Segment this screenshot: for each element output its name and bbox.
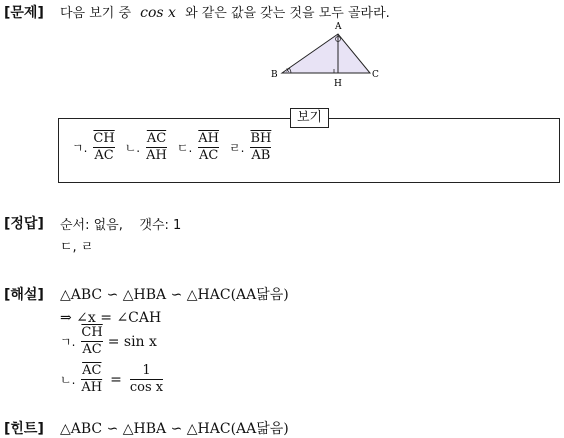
choice-1-marker: ㄱ. (72, 141, 88, 155)
solution-item-2-result-numerator: 1 (142, 363, 151, 378)
solution-item-2-denominator: AH (81, 380, 103, 395)
solution-item-2-fraction (81, 364, 102, 395)
choice-2 (125, 132, 169, 163)
solution-item-2-marker: ㄴ. (60, 373, 76, 387)
angle-label-x: x (286, 67, 290, 74)
solution-item-2 (60, 364, 165, 395)
solution-item-1-fraction (81, 326, 102, 357)
solution-item-1 (60, 326, 157, 357)
problem-text-before: 다음 보기 중 (60, 6, 132, 21)
solution-item-2-equals: = (110, 371, 122, 388)
problem-math: cos x (140, 5, 176, 21)
choice-1 (72, 132, 117, 163)
problem-label: [문제] (4, 5, 44, 21)
choices-box-title: 보기 (290, 108, 329, 128)
solution-angle-line: ⇒ ∠x = ∠CAH (60, 310, 162, 326)
solution-item-2-result-fraction (130, 364, 163, 395)
choice-3-marker: ㄷ. (176, 141, 193, 155)
solution-label: [해설] (4, 287, 44, 303)
solution-similarity: △ABC ∽ △HBA ∽ △HAC(AA닮음) (60, 287, 289, 303)
vertex-c: C (372, 70, 379, 80)
solution-item-1-marker: ㄱ. (60, 335, 76, 349)
triangle-abc (282, 34, 370, 73)
answer-summary: 순서: 없음, 갯수: 1 (60, 218, 182, 233)
choice-4-denominator: AB (251, 148, 271, 163)
choice-1-numerator: $\overline{CH}$ (93, 131, 115, 146)
choice-4-marker: ㄹ. (229, 141, 245, 155)
solution-item-1-result: = sin x (107, 333, 157, 350)
answer-label: [정답] (4, 216, 44, 232)
choice-1-fraction (93, 132, 114, 163)
hint-text: △ABC ∽ △HBA ∽ △HAC(AA닮음) (60, 421, 289, 437)
choice-3 (177, 132, 221, 163)
solution-item-2-numerator: $\overline{AC}$ (82, 363, 102, 378)
choice-4-fraction (250, 132, 271, 163)
choice-4-numerator: $\overline{BH}$ (250, 131, 272, 146)
problem-text-after: 와 같은 값을 갖는 것을 모두 골라라. (185, 6, 390, 21)
choice-4 (229, 132, 273, 163)
choice-2-fraction (146, 132, 167, 163)
answer-choices: ㄷ, ㄹ (60, 240, 94, 255)
solution-item-2-result-denominator: cos x (129, 380, 164, 395)
vertex-b: B (271, 70, 278, 80)
vertex-h: H (334, 79, 342, 89)
choice-1-denominator: AC (94, 148, 114, 163)
choice-3-numerator: $\overline{AH}$ (198, 131, 220, 146)
hint-label: [힌트] (4, 421, 44, 437)
choice-2-denominator: AH (146, 148, 167, 163)
choices-list (72, 132, 281, 163)
solution-item-1-numerator: $\overline{CH}$ (81, 325, 103, 340)
choice-2-numerator: $\overline{AC}$ (146, 131, 167, 146)
choice-2-marker: ㄴ. (124, 141, 141, 155)
vertex-a: A (335, 22, 342, 32)
solution-item-1-denominator: AC (82, 342, 102, 357)
choice-3-fraction (198, 132, 219, 163)
triangle-figure (262, 18, 392, 92)
choice-3-denominator: AC (198, 148, 219, 163)
